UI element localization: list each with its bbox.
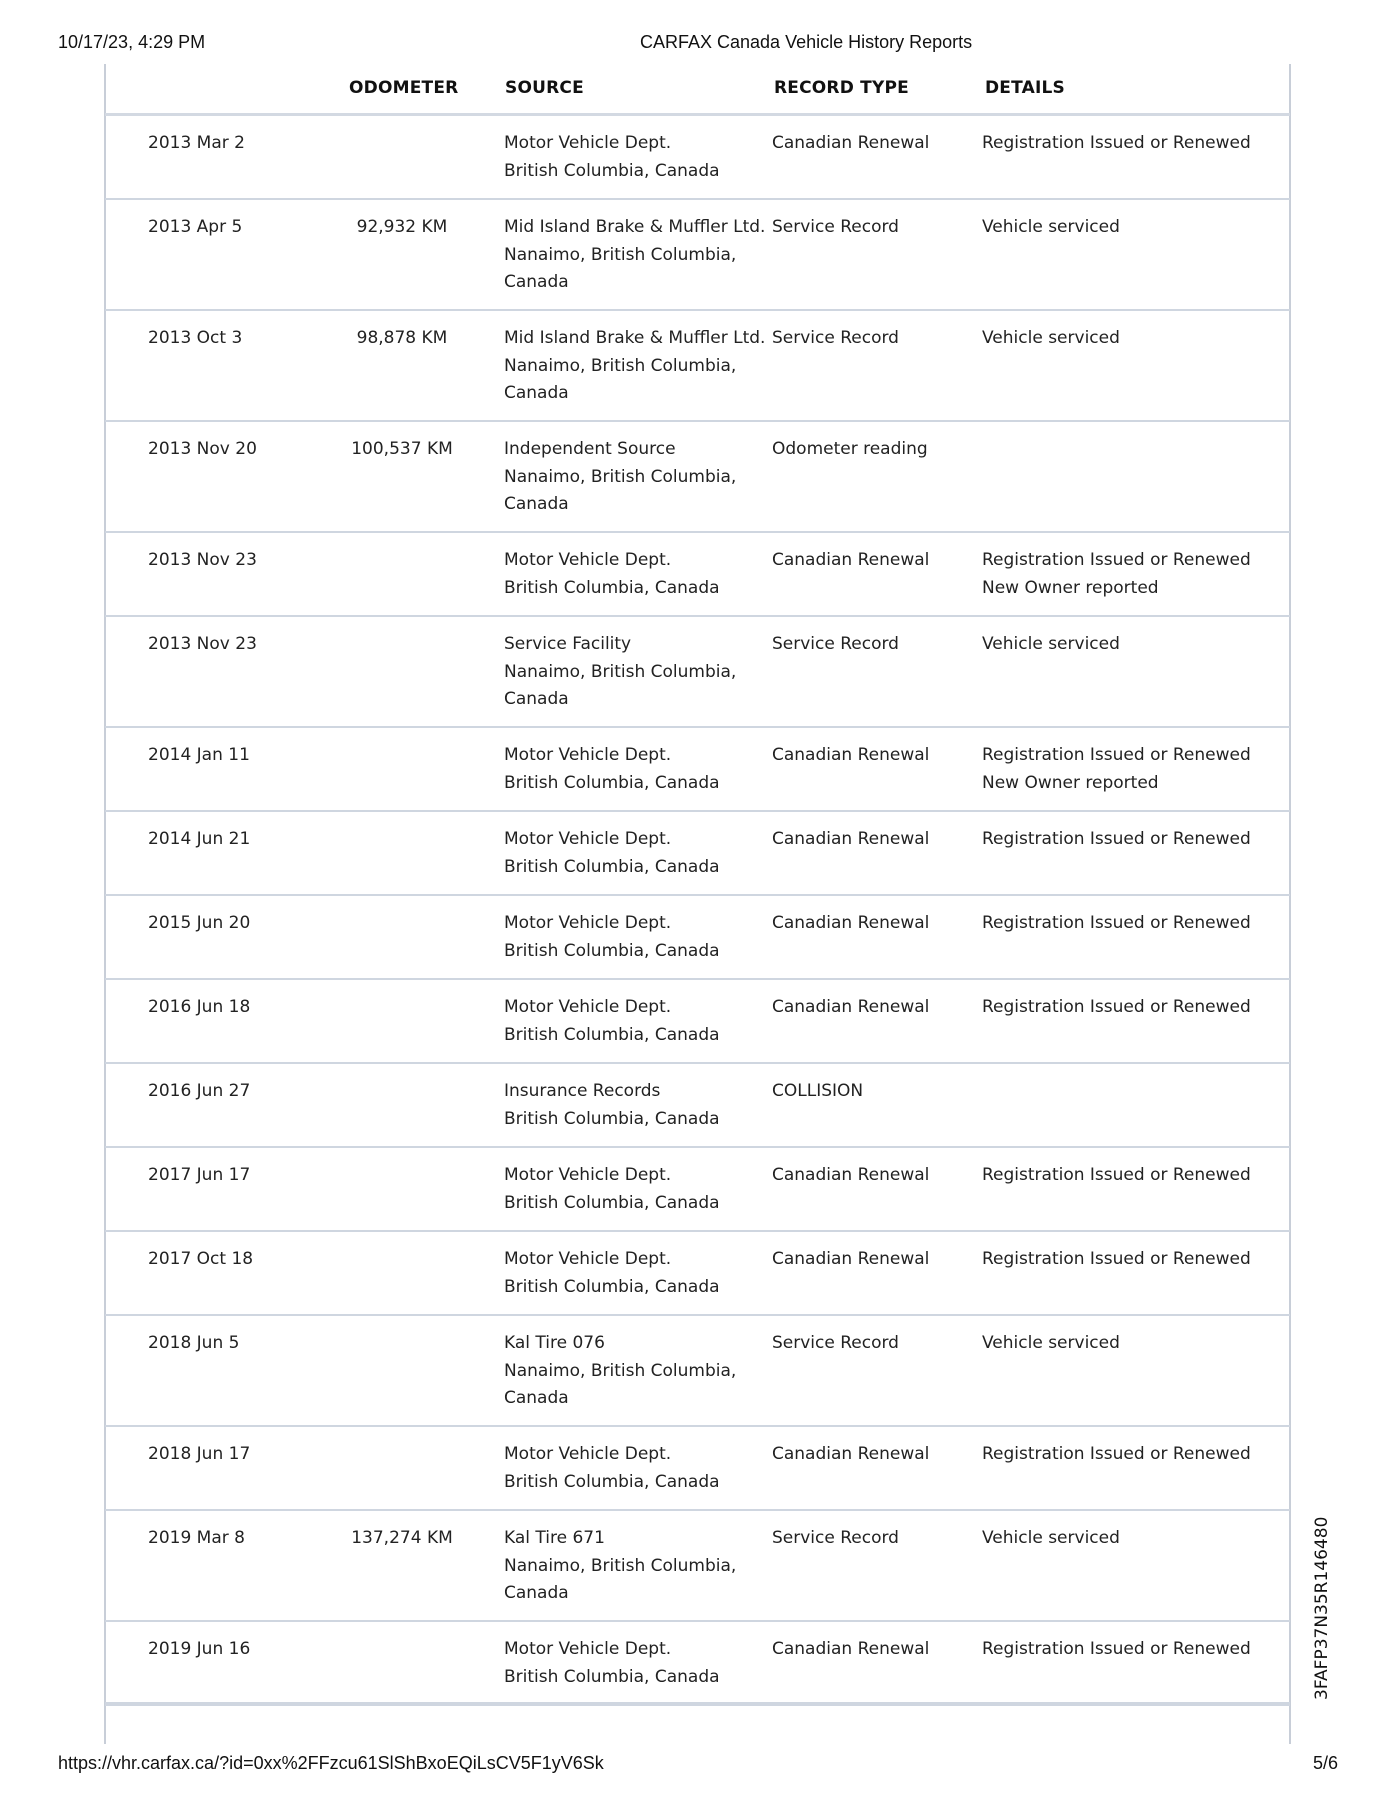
table-row	[105, 1232, 1290, 1316]
row-source-line: Motor Vehicle Dept.	[504, 550, 672, 570]
row-date: 2013 Nov 20	[148, 439, 257, 459]
row-date: 2016 Jun 18	[148, 997, 251, 1017]
row-source-line: Motor Vehicle Dept.	[504, 1444, 672, 1464]
row-date: 2015 Jun 20	[148, 913, 251, 933]
row-source-line: British Columbia, Canada	[504, 1024, 720, 1045]
row-details	[982, 1441, 1282, 1469]
row-source-line: British Columbia, Canada	[504, 940, 720, 961]
table-row	[105, 116, 1290, 200]
table-row	[105, 896, 1290, 980]
row-date: 2014 Jun 21	[148, 829, 251, 849]
row-details-line: Registration Issued or Renewed	[982, 997, 1251, 1017]
row-source-line: British Columbia, Canada	[504, 160, 720, 181]
row-source-line: Nanaimo, British Columbia,	[504, 244, 737, 265]
row-details-line: Registration Issued or Renewed	[982, 550, 1251, 570]
row-record-type: Canadian Renewal	[772, 745, 930, 765]
row-details	[982, 910, 1282, 938]
vin-sidebar-label: 3FAFP37N35R146480	[1312, 1516, 1332, 1700]
table-row	[105, 1511, 1290, 1622]
history-table	[105, 116, 1290, 1706]
row-date: 2018 Jun 17	[148, 1444, 251, 1464]
row-source	[504, 631, 769, 714]
row-record-type: Canadian Renewal	[772, 133, 930, 153]
column-header-source: SOURCE	[505, 78, 584, 98]
row-source-line: Kal Tire 076	[504, 1333, 605, 1353]
row-source-line: Motor Vehicle Dept.	[504, 1249, 672, 1269]
row-source-line: Insurance Records	[504, 1081, 661, 1101]
row-source-line: Motor Vehicle Dept.	[504, 133, 672, 153]
row-source	[504, 1636, 769, 1691]
row-source-line: Nanaimo, British Columbia,	[504, 1555, 737, 1576]
row-details-line: Vehicle serviced	[982, 217, 1120, 237]
row-details-line: Registration Issued or Renewed	[982, 1249, 1251, 1269]
row-date: 2013 Nov 23	[148, 550, 257, 570]
table-row	[105, 1427, 1290, 1511]
row-details-line: Vehicle serviced	[982, 328, 1120, 348]
row-source	[504, 130, 769, 185]
row-source-line: British Columbia, Canada	[504, 1276, 720, 1297]
table-row	[105, 1622, 1290, 1706]
row-record-type: Service Record	[772, 1528, 899, 1548]
row-source-line: British Columbia, Canada	[504, 1471, 720, 1492]
row-source-line: Canada	[504, 689, 569, 709]
row-odometer: 100,537 KM	[351, 439, 453, 459]
row-details	[982, 742, 1282, 797]
row-source-line: British Columbia, Canada	[504, 577, 720, 598]
row-source-line: Nanaimo, British Columbia,	[504, 1360, 737, 1381]
row-source-line: Motor Vehicle Dept.	[504, 913, 672, 933]
row-details	[982, 1636, 1282, 1664]
row-details-line: Vehicle serviced	[982, 1333, 1120, 1353]
row-date: 2014 Jan 11	[148, 745, 250, 765]
row-source-line: Mid Island Brake & Muffler Ltd.	[504, 328, 766, 348]
row-details	[982, 547, 1282, 602]
row-source-line: Canada	[504, 1388, 569, 1408]
table-row	[105, 311, 1290, 422]
row-source	[504, 1525, 769, 1608]
row-source	[504, 910, 769, 965]
row-source-line: Canada	[504, 383, 569, 403]
row-date: 2016 Jun 27	[148, 1081, 251, 1101]
row-details	[982, 1246, 1282, 1274]
table-row	[105, 617, 1290, 728]
row-date: 2019 Mar 8	[148, 1528, 245, 1548]
row-details	[982, 994, 1282, 1022]
row-date: 2017 Jun 17	[148, 1165, 251, 1185]
row-details-line: New Owner reported	[982, 772, 1159, 793]
row-record-type: Canadian Renewal	[772, 550, 930, 570]
row-source	[504, 1441, 769, 1496]
row-date: 2019 Jun 16	[148, 1639, 251, 1659]
row-record-type: Service Record	[772, 328, 899, 348]
row-source	[504, 1246, 769, 1301]
row-odometer: 92,932 KM	[356, 217, 448, 237]
print-footer-url: https://vhr.carfax.ca/?id=0xx%2FFzcu61SlShBxoEQiLsCV5F1yV6Sk	[58, 1753, 604, 1773]
row-record-type: Service Record	[772, 217, 899, 237]
print-page-title: CARFAX Canada Vehicle History Reports	[640, 32, 973, 52]
row-source	[504, 994, 769, 1049]
table-row	[105, 812, 1290, 896]
row-odometer: 137,274 KM	[351, 1528, 453, 1548]
row-record-type: Odometer reading	[772, 439, 928, 459]
row-source	[504, 547, 769, 602]
row-details	[982, 1162, 1282, 1190]
row-source-line: Kal Tire 671	[504, 1528, 605, 1548]
row-source-line: Service Facility	[504, 634, 632, 654]
row-date: 2017 Oct 18	[148, 1249, 254, 1269]
row-details	[982, 1330, 1282, 1358]
row-source-line: Independent Source	[504, 439, 676, 459]
print-page-number: 5/6	[1313, 1753, 1339, 1773]
row-source-line: British Columbia, Canada	[504, 1192, 720, 1213]
row-record-type: Canadian Renewal	[772, 913, 930, 933]
row-record-type: Canadian Renewal	[772, 1444, 930, 1464]
row-source	[504, 325, 769, 408]
row-details	[982, 325, 1282, 353]
row-details-line: Vehicle serviced	[982, 1528, 1120, 1548]
row-record-type: Canadian Renewal	[772, 829, 930, 849]
row-source	[504, 1078, 769, 1133]
row-details-line: Registration Issued or Renewed	[982, 913, 1251, 933]
column-header-odometer: ODOMETER	[349, 78, 459, 98]
row-odometer: 98,878 KM	[356, 328, 448, 348]
row-details-line: Vehicle serviced	[982, 634, 1120, 654]
table-row	[105, 980, 1290, 1064]
row-date: 2013 Nov 23	[148, 634, 257, 654]
row-source-line: Motor Vehicle Dept.	[504, 1639, 672, 1659]
row-details-line: Registration Issued or Renewed	[982, 1444, 1251, 1464]
row-source	[504, 214, 769, 297]
row-source	[504, 436, 769, 519]
row-record-type: Canadian Renewal	[772, 1165, 930, 1185]
row-record-type: Service Record	[772, 1333, 899, 1353]
row-source-line: Mid Island Brake & Muffler Ltd.	[504, 217, 766, 237]
row-details	[982, 214, 1282, 242]
row-source	[504, 1330, 769, 1413]
row-details	[982, 130, 1282, 158]
row-record-type: Canadian Renewal	[772, 997, 930, 1017]
row-source-line: British Columbia, Canada	[504, 856, 720, 877]
table-row	[105, 200, 1290, 311]
row-date: 2013 Mar 2	[148, 133, 245, 153]
column-header-details: DETAILS	[985, 78, 1065, 98]
row-source-line: Canada	[504, 494, 569, 514]
row-details-line: Registration Issued or Renewed	[982, 829, 1251, 849]
row-details-line: Registration Issued or Renewed	[982, 133, 1251, 153]
row-source	[504, 826, 769, 881]
print-date: 10/17/23, 4:29 PM	[58, 32, 206, 52]
table-bottom-divider	[105, 1702, 1290, 1704]
table-row	[105, 1316, 1290, 1427]
row-date: 2018 Jun 5	[148, 1333, 240, 1353]
row-record-type: Service Record	[772, 634, 899, 654]
row-source-line: Motor Vehicle Dept.	[504, 997, 672, 1017]
row-source-line: Motor Vehicle Dept.	[504, 829, 672, 849]
row-source-line: Nanaimo, British Columbia,	[504, 466, 737, 487]
row-source-line: British Columbia, Canada	[504, 1666, 720, 1687]
row-details-line: New Owner reported	[982, 577, 1159, 598]
row-source-line: Motor Vehicle Dept.	[504, 745, 672, 765]
row-source	[504, 742, 769, 797]
row-details	[982, 1525, 1282, 1553]
row-source-line: British Columbia, Canada	[504, 1108, 720, 1129]
row-source-line: Nanaimo, British Columbia,	[504, 355, 737, 376]
row-record-type: Canadian Renewal	[772, 1249, 930, 1269]
row-source-line: Canada	[504, 1583, 569, 1603]
row-source-line: Canada	[504, 272, 569, 292]
table-row	[105, 728, 1290, 812]
row-date: 2013 Oct 3	[148, 328, 243, 348]
row-record-type: COLLISION	[772, 1081, 864, 1101]
row-source-line: British Columbia, Canada	[504, 772, 720, 793]
table-row	[105, 1148, 1290, 1232]
row-date: 2013 Apr 5	[148, 217, 243, 237]
row-details-line: Registration Issued or Renewed	[982, 745, 1251, 765]
row-source-line: Motor Vehicle Dept.	[504, 1165, 672, 1185]
table-row	[105, 533, 1290, 617]
row-details	[982, 631, 1282, 659]
table-row	[105, 422, 1290, 533]
row-details	[982, 826, 1282, 854]
row-source	[504, 1162, 769, 1217]
row-details-line: Registration Issued or Renewed	[982, 1639, 1251, 1659]
column-header-record-type: RECORD TYPE	[774, 78, 909, 98]
row-details-line: Registration Issued or Renewed	[982, 1165, 1251, 1185]
row-source-line: Nanaimo, British Columbia,	[504, 661, 737, 682]
table-row	[105, 1064, 1290, 1148]
row-record-type: Canadian Renewal	[772, 1639, 930, 1659]
